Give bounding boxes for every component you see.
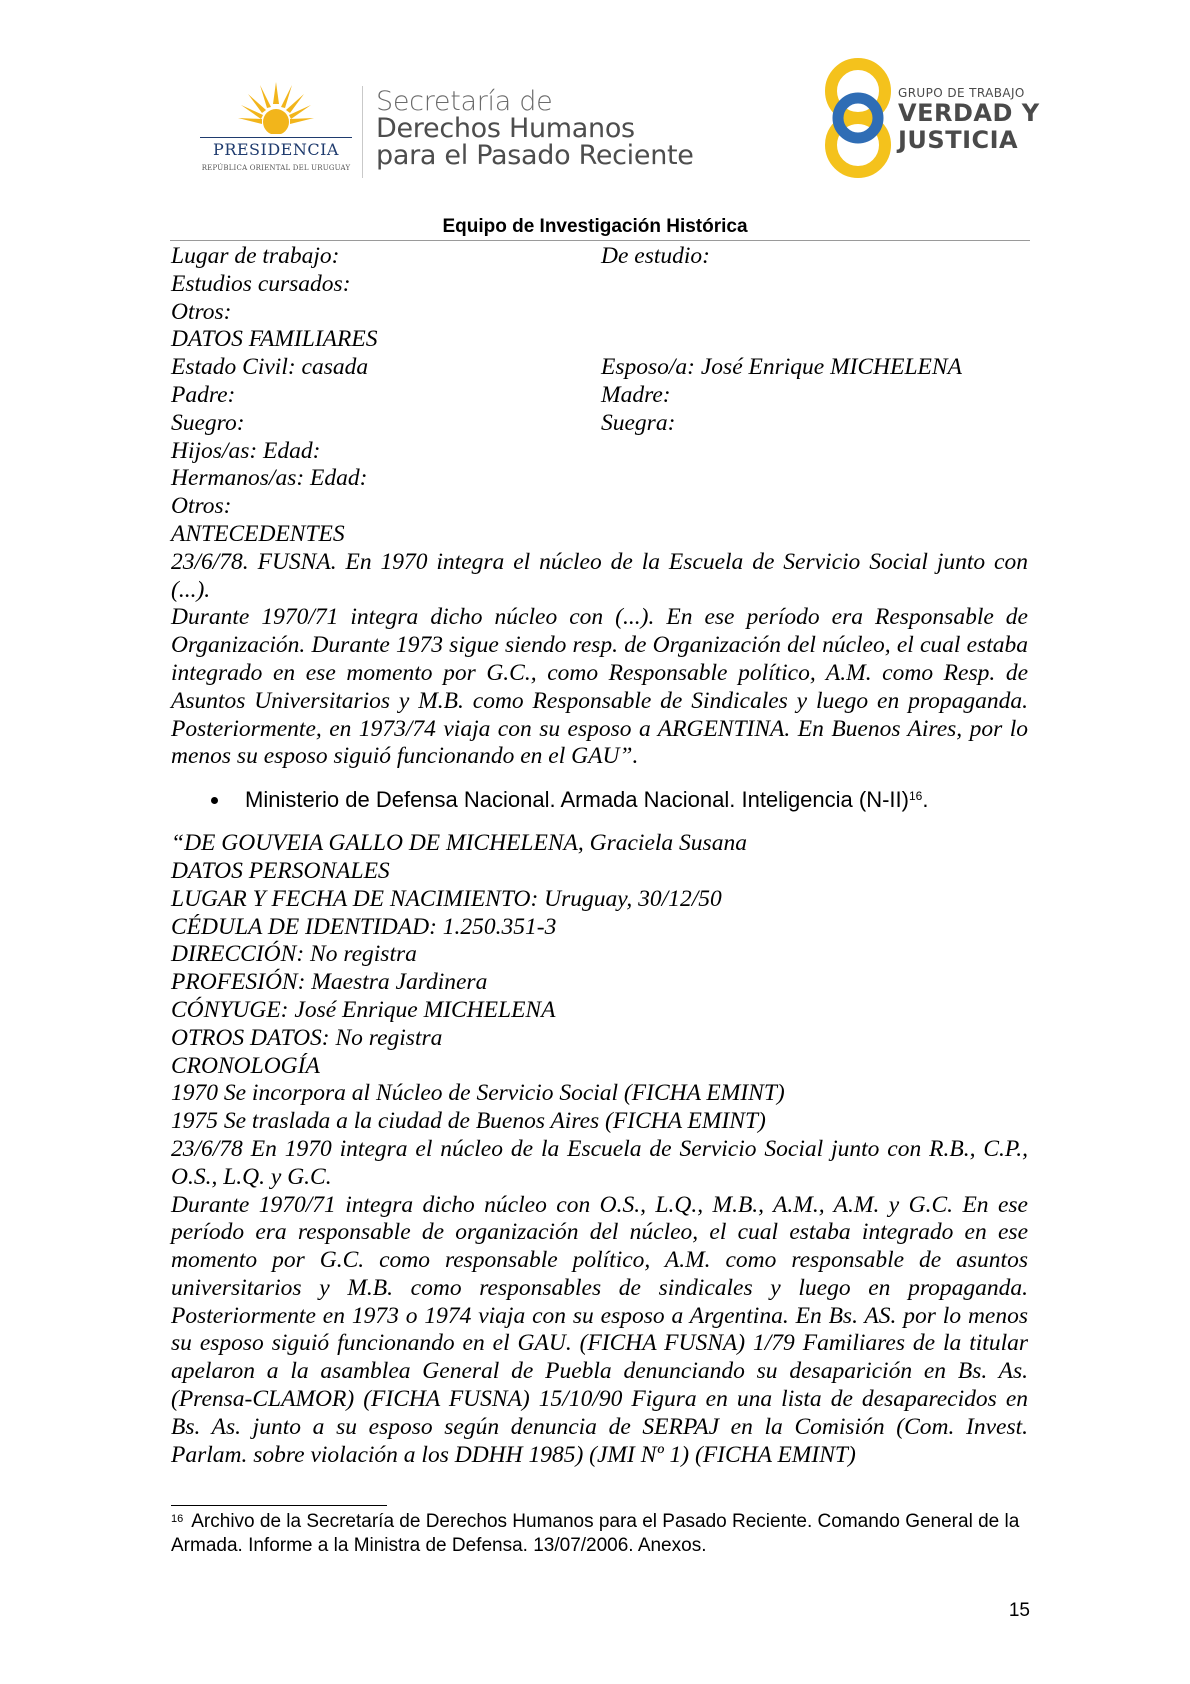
field-left: Lugar de trabajo: bbox=[171, 243, 340, 269]
record-line: LUGAR Y FECHA DE NACIMIENTO: Uruguay, 30/12/50 bbox=[171, 885, 722, 912]
record-line: CRONOLOGÍA bbox=[171, 1052, 320, 1079]
field-right: Madre: bbox=[601, 381, 671, 408]
presidencia-logo bbox=[196, 82, 356, 182]
grupo-trabajo-text bbox=[898, 86, 1040, 154]
presidencia-wordmark: PRESIDENCIA bbox=[213, 140, 339, 159]
secretaria-line-2: Derechos Humanos bbox=[376, 113, 635, 144]
field-row bbox=[171, 410, 1028, 438]
grupo-trabajo-small: GRUPO DE TRABAJO bbox=[898, 86, 1025, 100]
field-right: De estudio: bbox=[601, 243, 710, 269]
bullet-item bbox=[171, 784, 1028, 816]
grupo-trabajo-verdad: VERDAD Y bbox=[898, 99, 1040, 127]
sun-icon bbox=[238, 82, 314, 138]
field-row bbox=[171, 438, 1028, 466]
field-row bbox=[171, 326, 1028, 354]
secretaria-title bbox=[376, 88, 694, 169]
presidencia-subtitle: REPÚBLICA ORIENTAL DEL URUGUAY bbox=[201, 164, 351, 172]
record-line: CÓNYUGE: José Enrique MICHELENA bbox=[171, 996, 556, 1023]
antecedentes-paragraph: 23/6/78. FUSNA. En 1970 integra el núcleo de la Escuela de Servicio Social junto con (...). bbox=[171, 548, 1028, 603]
record-line: 1975 Se traslada a la ciudad de Buenos Aires (FICHA EMINT) bbox=[171, 1108, 766, 1135]
field-left: ANTECEDENTES bbox=[171, 520, 345, 547]
field-row bbox=[171, 243, 1028, 271]
field-row bbox=[171, 354, 1028, 382]
footnote-text: Archivo de la Secretaría de Derechos Humanos para el Pasado Reciente. Comando General de la Armada. Informe a la Ministra de Defensa. 13/07/2006. Anexos. bbox=[171, 1511, 1020, 1556]
field-row bbox=[171, 271, 1028, 299]
footnote-rule bbox=[171, 1505, 387, 1506]
footnote bbox=[171, 1510, 1028, 1558]
field-left: Estudios cursados: bbox=[171, 270, 351, 297]
footnote-number: 16 bbox=[171, 1513, 184, 1525]
header-divider bbox=[362, 86, 363, 178]
field-left: Hermanos/as: Edad: bbox=[171, 465, 368, 492]
antecedentes-section bbox=[171, 549, 1028, 771]
record-line: “DE GOUVEIA GALLO DE MICHELENA, Graciela Susana bbox=[171, 830, 747, 857]
field-left: Suegro: bbox=[171, 409, 245, 436]
record-line: CÉDULA DE IDENTIDAD: 1.250.351-3 bbox=[171, 913, 557, 940]
document-body bbox=[171, 243, 1028, 1469]
record-paragraph: Durante 1970/71 integra dicho núcleo con O.S., L.Q., M.B., A.M., A.M. y G.C. En ese período era responsable de organización del núcleo, el cual estaba integrado en ese momento por G.C. como responsable político, A.M. como responsable de asuntos universitarios y M.B. como responsables de sindicales y luego en propaganda. Posteriormente en 1973 o 1974 viaja con su esposo a Argentina. En Bs. AS. por lo menos su esposo siguió funcionando en el GAU. (FICHA FUSNA) 1/79 Familiares de la titular apelaron a la asamblea General de Puebla denunciando su desaparición en Bs. As. (Prensa-CLAMOR) (FICHA FUSNA) 15/10/90 Figura en una lista de desaparecidos en Bs. As. junto a su esposo según denuncia de SERPAJ en la Comisión (Com. Invest. Parlam. sobre violación a los DDHH 1985) (JMI Nº 1) (FICHA EMINT) bbox=[171, 1191, 1028, 1468]
field-right: Suegra: bbox=[601, 409, 676, 436]
page-number: 15 bbox=[1008, 1600, 1030, 1621]
bullet-end: . bbox=[922, 787, 929, 813]
header-rule bbox=[170, 240, 1030, 241]
secretaria-line-3: para el Pasado Reciente bbox=[376, 140, 694, 171]
field-row bbox=[171, 299, 1028, 327]
grupo-trabajo-justicia: JUSTICIA bbox=[898, 126, 1019, 154]
field-left: Estado Civil: casada bbox=[171, 354, 369, 381]
record-paragraph: 23/6/78 En 1970 integra el núcleo de la Escuela de Servicio Social junto con R.B., C.P., O.S., L.Q. y G.C. bbox=[171, 1135, 1028, 1190]
record-line: 1970 Se incorpora al Núcleo de Servicio Social (FICHA EMINT) bbox=[171, 1080, 785, 1107]
field-left: Hijos/as: Edad: bbox=[171, 437, 321, 464]
bullet-label: Ministerio de Defensa Nacional. Armada Nacional. Inteligencia (N-II) bbox=[245, 787, 909, 813]
field-left: Otros: bbox=[171, 493, 232, 520]
footnote-ref[interactable]: 16 bbox=[908, 789, 923, 804]
field-row bbox=[171, 493, 1028, 521]
field-row bbox=[171, 465, 1028, 493]
antecedentes-paragraph: Durante 1970/71 integra dicho núcleo con (...). En ese período era Responsable de Organización. Durante 1973 sigue siendo resp. de Organización del núcleo, el cual estaba integrado en ese momento por G.C., como Responsable político, A.M. como Resp. de Asuntos Universitarios y M.B. como Responsable de Sindicales y luego en propaganda. Posteriormente, en 1973/74 viaja con su esposo a ARGENTINA. En Buenos Aires, por lo menos su esposo siguió funcionando en el GAU”. bbox=[171, 604, 1028, 770]
record-line: PROFESIÓN: Maestra Jardinera bbox=[171, 969, 488, 996]
field-row bbox=[171, 521, 1028, 549]
presidencia-rule bbox=[200, 137, 352, 138]
field-left: DATOS FAMILIARES bbox=[171, 326, 378, 353]
field-left: Padre: bbox=[171, 381, 236, 408]
record-line: OTROS DATOS: No registra bbox=[171, 1024, 443, 1051]
record-line: DIRECCIÓN: No registra bbox=[171, 941, 417, 968]
field-right: Esposo/a: José Enrique MICHELENA bbox=[601, 354, 962, 381]
field-row bbox=[171, 382, 1028, 410]
top-fields bbox=[171, 243, 1028, 549]
record-paragraphs bbox=[171, 1136, 1028, 1470]
record-lines bbox=[171, 830, 1028, 1136]
bullet-dot bbox=[211, 797, 218, 804]
secretaria-line-1: Secretaría de bbox=[376, 86, 553, 117]
bullet-text bbox=[245, 784, 928, 816]
record-line: DATOS PERSONALES bbox=[171, 857, 390, 884]
team-title: Equipo de Investigación Histórica bbox=[442, 216, 748, 237]
field-left: Otros: bbox=[171, 298, 232, 325]
